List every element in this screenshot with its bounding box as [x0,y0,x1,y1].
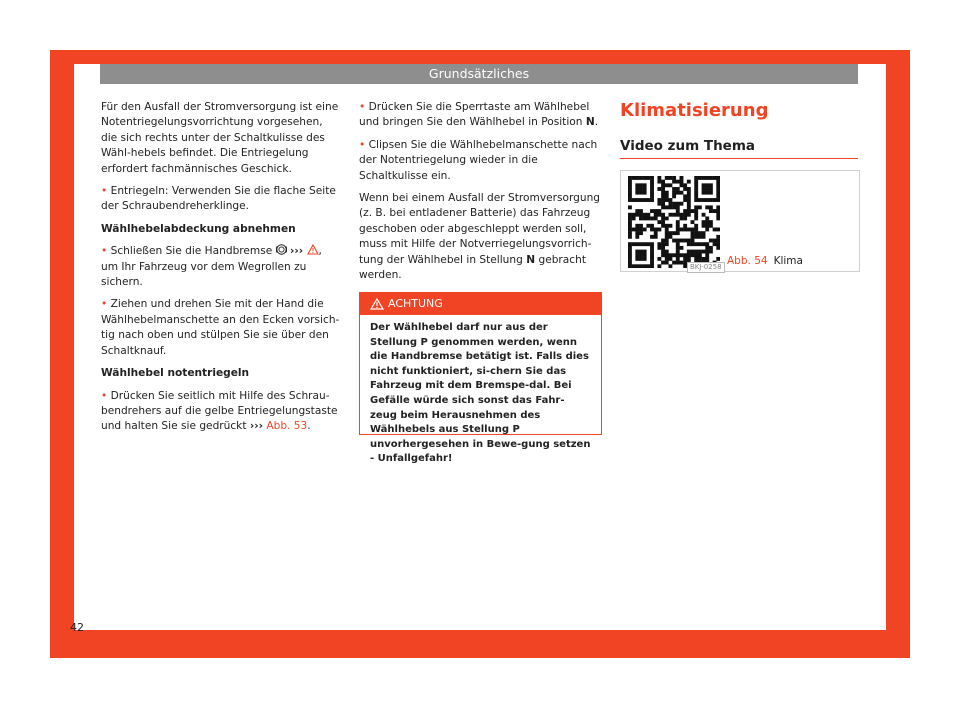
list-item [101,244,341,290]
bullet-icon: • [359,101,366,113]
column-middle [359,100,601,290]
warning-triangle-icon [370,298,384,310]
warning-box [359,292,602,465]
figure-caption [727,255,803,267]
list-item [359,138,601,184]
figure-label: Abb. 54 [727,255,768,267]
list-item [101,297,341,359]
warning-title: ACHTUNG [388,297,443,310]
figure-link[interactable]: Abb. 53 [266,420,308,433]
list-item [101,184,341,215]
figure-code: BKJ-0258 [687,262,725,273]
qr-code-image[interactable] [628,176,720,268]
paragraph-text: Wenn bei einem Ausfall der Stromversorgung (z. B. bei entladener Batterie) das Fahrzeug geschoben oder abgeschleppt werden soll, muss mit Hilfe der Notverriegelungsvorrich-tung der Wählhebel in Stellung [359,192,601,266]
bullet-text: Ziehen und drehen Sie mit der Hand die Wählhebelmanschette an den Ecken vorsich-tig nach oben und stülpen Sie sie über den Schaltknauf. [101,298,340,357]
bullet-icon: • [359,138,366,151]
reference-arrows: ››› [249,420,263,433]
warning-header [360,293,601,315]
list-item: • Drücken Sie seitlich mit Hilfe des Schrau-bendrehers auf die gelbe Entriegelungstaste und halten Sie sie gedrückt ››› Abb. 53. [101,389,338,433]
reference-arrows: ››› [290,245,304,258]
list-item: • Drücken Sie die Sperrtaste am Wählhebel und bringen Sie den Wählhebel in Position N. [359,101,599,129]
page-header: Grundsätzliches [100,64,858,84]
subheading-cover: Wählhebelabdeckung abnehmen [101,222,296,235]
subheading-unlock: Wählhebel notentriegeln [101,367,250,380]
section-divider [620,158,858,159]
page-number: 42 [70,621,84,634]
bullet-icon: • [101,389,108,402]
warning-text: Der Wählhebel darf nur aus der Stellung P genommen werden, wenn die Handbremse betätigt ist. Falls dies nicht funktioniert, si-chern Sie das Fahrzeug mit dem Bremspe-dal. Bei Gefälle würde sich sonst das Fahr-zeug beim Herausnehmen des Wählhebels aus Stellung P unvorhergesehen in Bewe-gung setzen - Unfallgefahr! [370,322,591,465]
paragraph-text-tail: gebracht werden. [359,253,586,282]
bullet-text: Drücken Sie die Sperrtaste am Wählhebel und bringen Sie den Wählhebel in Position [359,101,590,129]
handbrake-icon [276,244,287,255]
gear-position: N [585,116,595,129]
bullet-text-tail: , um Ihr Fahrzeug vor dem Wegrollen zu sichern. [101,245,322,289]
bullet-text: Schließen Sie die Handbremse [110,245,273,258]
column-left [101,100,341,442]
intro-paragraph: Für den Ausfall der Stromversorgung ist eine Notentriegelungsvorrichtung vorgesehen, die sich rechts unter der Schaltkulisse des Wähl-hebels befindet. Die Entriegelung erfordert fachmännisches Geschick. [101,101,339,175]
bullet-text: Drücken Sie seitlich mit Hilfe des Schrau-bendrehers auf die gelbe Entriegelungstaste und halten Sie sie gedrückt [101,389,338,433]
bullet-text: Clipsen Sie die Wählhebelmanschette nach der Notentriegelung wieder in die Schaltkulisse ein. [359,138,598,182]
bullet-icon: • [101,185,108,198]
body-paragraph [359,191,601,283]
bullet-icon: • [101,245,108,258]
section-subtitle: Video zum Thema [620,138,756,154]
figure-caption-text: Klima [773,255,803,267]
section-title: Klimatisierung [620,100,769,121]
warning-triangle-icon[interactable] [307,244,319,255]
bullet-text: Entriegeln: Verwenden Sie die flache Seite der Schraubendreherklinge. [101,185,336,213]
gear-position: N [526,253,536,266]
bullet-icon: • [101,298,108,311]
